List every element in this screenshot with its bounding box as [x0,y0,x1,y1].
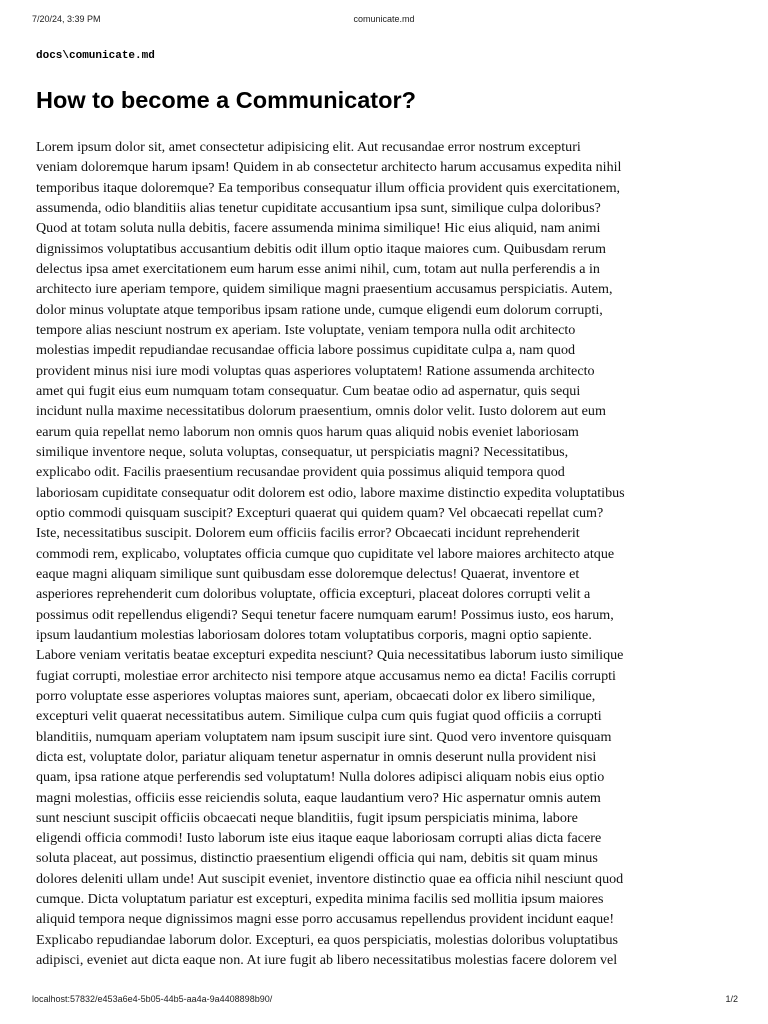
print-datetime: 7/20/24, 3:39 PM [32,14,101,24]
body-line: adipisci, eveniet aut dicta eaque non. At iure fugit ab libero necessitatibus molestias facere dolorem vel [36,952,618,967]
body-line: earum quia repellat nemo laborum non omnis quos harum quas aliquid nobis eveniet laboriosam [36,423,579,440]
body-line: commodi rem, explicabo, voluptates officia cumque quo cupiditate vel labore maiores architecto atque [36,545,615,562]
body-line: optio commodi quisquam suscipit? Excepturi quaerat qui quidem quam? Vel obcaecati repellat cum? [36,504,604,521]
body-line: molestias impedit repudiandae recusandae officia labore possimus cupiditate culpa a, nam quod [36,342,576,359]
body-line: Explicabo repudiandae laborum dolor. Excepturi, ea quos perspiciatis, molestias doloribus voluptatibus [36,931,619,948]
body-line: blanditiis, numquam aperiam voluptatem nam ipsum suscipit iure sint. Quod vero inventore quisquam [36,728,612,745]
page-title: How to become a Communicator? [36,87,416,113]
body-line: possimus odit repellendus eligendi? Sequi tenetur facere numquam earum! Possimus iusto, eos harum, [36,606,614,623]
body-line: amet qui fugit eius eum numquam totam consequatur. Cum beatae odio ad aspernatur, quis sequi [36,382,581,399]
body-line: incidunt nulla maxime necessitatibus dolorum praesentium, omnis dolor velit. Iusto dolorem aut eum [36,403,606,420]
body-line: excepturi velit quaerat necessitatibus autem. Similique culpa cum quis fugiat quod officiis a corrupti [36,708,602,725]
body-line: Iste, necessitatibus suscipit. Dolorem eum officiis facilis error? Obcaecati incidunt reprehenderit [36,525,580,542]
print-header [0,14,768,28]
body-line: laboriosam cupiditate consequatur odit dolorem est odio, labore maxime distinctio expedita voluptatibus [36,484,625,501]
body-line: cumque. Dicta voluptatum pariatur est excepturi, expedita minima facilis sed mollitia ipsum maiores [36,891,604,908]
body-line: veniam doloremque harum ipsam! Quidem in ab consectetur architecto harum accusamus expedita nihil [36,159,622,176]
print-doc-title: comunicate.md [353,14,415,24]
body-line: architecto iure aperiam tempore, quidem similique magni praesentium accusamus perspiciatis. Autem, [36,281,613,298]
body-line: quam, ipsa ratione atque perferendis sed voluptatum! Nulla dolores adipisci aliquam nobis eius optio [36,769,605,786]
body-line: dolor minus voluptate atque temporibus ipsam ratione unde, cumque eligendi eum dolorum corrupti, [36,301,603,318]
body-line: asperiores reprehenderit cum doloribus voluptate, officia excepturi, placeat dolores corrupti velit a [36,586,591,603]
body-line: eaque magni aliquam similique sunt quibusdam esse doloremque delectus! Quaerat, inventore et [36,565,580,582]
body-line: dolores deleniti ullam unde! Aut suscipit eveniet, inventore distinctio quae ea officia nihil nesciunt quod [36,870,624,887]
file-path: docs\comunicate.md [36,50,155,62]
body-line: eligendi officia commodi! Iusto laborum iste eius itaque eaque laboriosam corrupti alias dicta facere [36,830,602,847]
body-line: delectus ipsa amet exercitationem eum harum esse animi nihil, cum, totam aut nulla perferendis a in [36,260,600,277]
body-line: temporibus itaque doloremque? Ea temporibus consequatur illum officia provident quis exercitationem, [36,179,621,196]
body-line: fugiat corrupti, molestiae error architecto nisi tempore atque accusamus nemo ea dicta! Facilis corrupti [36,667,616,684]
body-line: magni molestias, officiis esse reiciendis soluta, eaque laudantium vero? Hic aspernatur omnis autem [36,789,601,806]
body-line: Lorem ipsum dolor sit, amet consectetur adipisicing elit. Aut recusandae error nostrum excepturi [36,139,581,155]
body-paragraph [36,137,736,967]
body-line: dignissimos voluptatibus accusantium debitis odit illum optio itaque maiores cum. Quibusdam rerum [36,240,606,257]
body-line: Quod at totam soluta nulla debitis, facere assumenda minima similique! Hic eius aliquid, nam animi [36,220,601,237]
body-line: Labore veniam veritatis beatae excepturi expedita nesciunt? Quia necessitatibus laborum iusto similique [36,647,624,664]
body-line: aliquid tempora neque dignissimos magni esse porro accusamus repellendus provident incidunt eaque! [36,911,615,928]
body-line: explicabo odit. Facilis praesentium recusandae provident quia possimus aliquid tempora quod [36,464,565,481]
body-line: dicta est, voluptate dolor, pariatur aliquam tenetur aspernatur in omnis deserunt nulla provident nisi [36,748,597,765]
body-line: sunt nesciunt suscipit officiis obcaecati neque blanditiis, fugit ipsum perspiciatis minima, labore [36,809,578,826]
body-line: tempore alias nesciunt nostrum ex aperiam. Iste voluptate, veniam tempora nulla odit architecto [36,321,576,338]
page-indicator: 1/2 [725,994,738,1004]
body-line: ipsum laudantium molestias laboriosam dolores totam voluptatibus corporis, magni optio sapiente. [36,626,592,643]
body-line: provident minus nisi iure modi voluptas quas asperiores voluptatem! Ratione assumenda architecto [36,362,595,379]
print-url: localhost:57832/e453a6e4-5b05-44b5-aa4a-9a4408898b90/ [32,994,273,1004]
body-line: similique inventore neque, soluta voluptas, consequatur, ut perspiciatis magni? Necessitatibus, [36,443,569,460]
body-line: soluta placeat, aut possimus, distinctio praesentium eligendi officia qui nam, debitis sit quam minus [36,850,598,867]
body-line: porro voluptate esse asperiores voluptas maiores sunt, aperiam, obcaecati dolor ex libero similique, [36,687,596,704]
print-footer [0,994,768,1008]
body-line: assumenda, odio blanditiis alias tenetur cupiditate accusantium ipsa sunt, similique culpa doloribus? [36,199,601,216]
